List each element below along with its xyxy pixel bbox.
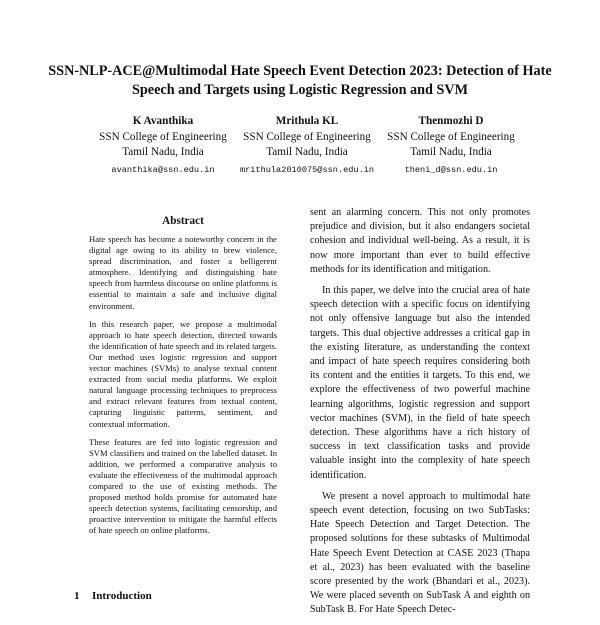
body-paragraph: We present a novel approach to multimodal hate speech event detection, focusing on two SubTasks: Hate Speech Detection and Target Detection. The proposed solutions for these subtasks of Multimodal Hate Speech Event Detection at CASE 2023 (Thapa et al., 2023) has been evaluated with the baseline score presented by the work (Bhandari et al., 2023). We were placed seventh on SubTask A and eighth on SubTask B. For Hate Speech Detec-: [310, 490, 530, 616]
author-email[interactable]: avanthika@ssn.edu.in: [111, 164, 215, 175]
author-email[interactable]: theni_d@ssn.edu.in: [404, 164, 498, 175]
author-affiliation: SSN College of Engineering: [243, 130, 371, 143]
abstract-paragraph: Hate speech has become a noteworthy concern in the digital age owing to its ability to brew violence, spread discrimination, and foster a belligerent atmosphere. Identifying and distinguishing hate speech from harmless discourse on online platforms is essential to maintain a safe and inclusive digital environment.: [89, 234, 277, 311]
section-heading-introduction: [74, 589, 152, 603]
author-name: Thenmozhi D: [418, 115, 484, 127]
body-paragraph: In this paper, we delve into the crucial area of hate speech detection with a specific focus on identifying not only offensive language but also the intended targets. This dual objective addresses a critical gap in the existing literature, as understanding the context and impact of hate speech requires considering both its content and the entities it targets. To this end, we explore the effectiveness of two powerful machine learning algorithms, logistic regression and support vector machines (SVM), in the field of hate speech detection. These algorithms have a rich history of success in text classification tasks and provide valuable insight into the complexity of hate speech identification.: [310, 285, 530, 481]
author-block: [88, 114, 238, 178]
abstract-column: [89, 214, 277, 543]
author-block: [232, 114, 382, 178]
author-name: Mrithula KL: [275, 115, 339, 127]
section-title: Introduction: [92, 590, 152, 602]
body-paragraph: sent an alarming concern. This not only promotes prejudice and division, but it also endangers societal cohesion and individual well-being. As a result, it is now more important than ever to build effective methods for its identification and mitigation.: [310, 207, 530, 275]
author-affiliation: SSN College of Engineering: [387, 130, 515, 143]
author-location: Tamil Nadu, India: [266, 146, 348, 158]
author-location: Tamil Nadu, India: [122, 146, 204, 158]
section-number: 1: [74, 590, 80, 602]
abstract-paragraph: In this research paper, we propose a multimodal approach to hate speech detection, directed towards the identification of hate speech and its related targets. Our method uses logistic regression and support vector machines (SVMs) to analyse textual content extracted from social media platforms. We exploit natural language processing techniques to preprocess and extract relevant features from textual content, capturing linguistic patterns, sentiment, and contextual information.: [89, 318, 277, 429]
abstract-paragraph: These features are fed into logistic regression and SVM classifiers and trained on the labelled dataset. In addition, we performed a comparative analysis to evaluate the effectiveness of the multimodal approach compared to the use of existing methods. The proposed method holds promise for automated hate speech detection systems, facilitating censorship, and proactive intervention to mitigate the harmful effects of hate speech on online platforms.: [89, 436, 277, 536]
abstract-heading: Abstract: [162, 215, 204, 227]
author-name: K Avanthika: [132, 115, 194, 127]
author-email[interactable]: mrithula2010075@ssn.edu.in: [239, 164, 375, 175]
author-affiliation: SSN College of Engineering: [99, 130, 227, 143]
author-location: Tamil Nadu, India: [410, 146, 492, 158]
body-column-right: [310, 206, 530, 625]
paper-title: SSN-NLP-ACE@Multimodal Hate Speech Event Detection 2023: Detection of Hate Speech and Targets using Logistic Regression and SVM: [48, 63, 552, 98]
author-block: [376, 114, 526, 178]
